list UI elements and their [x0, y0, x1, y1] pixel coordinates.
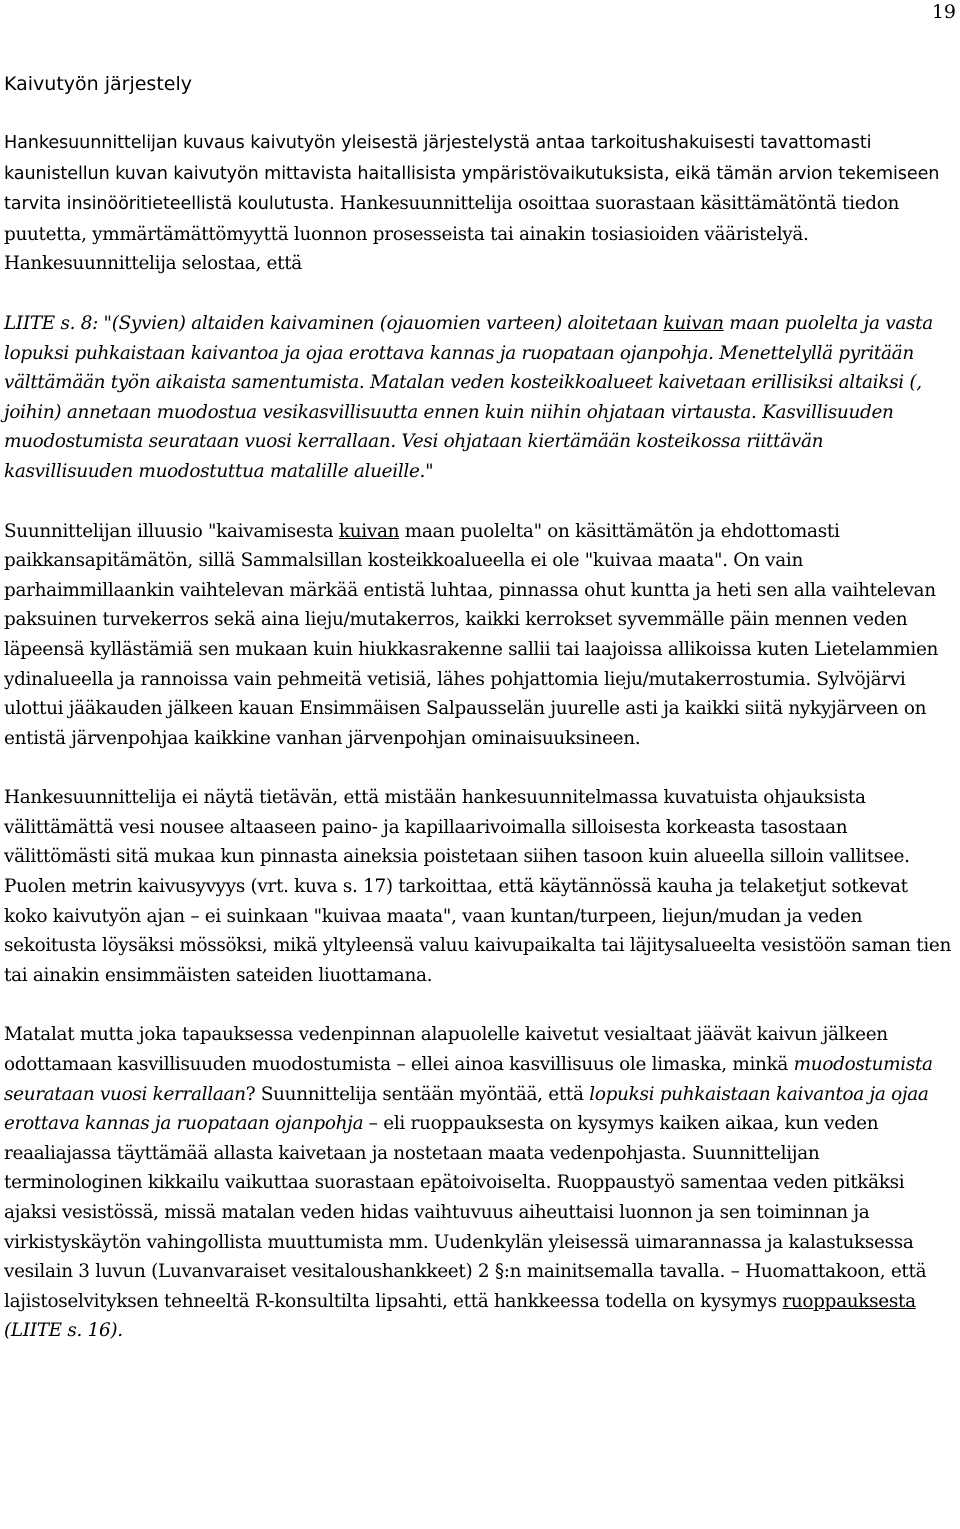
text-run: Hankesuunnittelija osoittaa suorastaan käsittämätöntä tiedon puutetta, ymmärtämättömyyttä luonnon prosesseista tai ainakin tosiasioiden vääristelyä. Hankesuunnittelija selostaa, että [4, 193, 900, 275]
text-run: maan puolelta ja vasta lopuksi puhkaistaan kaivantoa ja ojaa erottava kannas ja ruopataan ojanpohja. Menettelyllä pyritään välttämään työn aikaista samentumista. Matalan veden kosteikkoalueet kaivetaan erillisiksi altaiksi (, joihin) annetaan muodostua vesikasvillisuutta ennen kuin niihin ohjataan virtausta. Kasvillisuuden muodostumista seurataan vuosi kerrallaan. Vesi ohjataan kiertämään kosteikossa riittävän kasvillisuuden muodostuttua matalille alueille." [4, 312, 933, 482]
text-run: (LIITE s. 16). [4, 1320, 123, 1342]
text-run: – eli ruoppauksesta on kysymys kaiken aikaa, kun veden reaaliajassa täyttämää allasta kaivetaan ja nostetaan maata vedenpohjasta. Suunnittelijan terminologinen kikkailu vaikuttaa suorastaan epätoivoiselta. Ruoppaustyö samentaa veden pitkäksi ajaksi vesistössä, missä matalan veden hidas vaihtuvuus aiheuttaisi luonnon ja sen toiminnan ja virkistyskäytön vahingollista muuttumista mm. Uudenkylän yleisessä uimarannassa ja kalastuksessa vesilain 3 luvun (Luvanvaraiset vesitaloushankkeet) 2 §:n mainitsemalla tavalla. – Huomattakoon, että lajistoselvityksen tehneeltä R-konsultilta lipsahti, että hankkeessa todella on kysymys [4, 1113, 927, 1312]
text-run: ? Suunnittelija sentään myöntää, että [245, 1083, 590, 1105]
paragraph-quote [4, 309, 952, 487]
paragraph-intro [4, 128, 952, 279]
section-heading: Kaivutyön järjestely [4, 73, 192, 95]
page-number: 19 [931, 1, 956, 23]
text-run: kuivan [338, 520, 400, 542]
text-run: Hankesuunnittelija ei näytä tietävän, että mistään hankesuunnitelmassa kuvatuista ohjauksista välittämättä vesi nousee altaaseen paino- ja kapillaarivoimalla silloisesta korkeasta tasostaan välittömästi sitä mukaa kun pinnasta aineksia poistetaan siihen tasoon kuin alueella silloin vallitsee. Puolen metrin kaivusyvyys (vrt. kuva s. 17) tarkoittaa, että käytännössä kauha ja telaketjut sotkevat koko kaivutyön ajan – ei suinkaan "kuivaa maata", vaan kuntan/turpeen, liejun/mudan ja veden sekoitusta löysäksi mössöksi, mikä yltyleensä valuu kaivupaikalta tai läjitysalueelta vesistöön saman tien tai ainakin ensimmäisten sateiden liuottamana. [4, 787, 952, 986]
text-run: maan puolelta" on käsittämätön ja ehdottomasti paikkansapitämätön, sillä Sammalsillan kosteikkoalueella ei ole "kuivaa maata". On vain parhaimmillaankin vaihtelevan märkää entistä luhtaa, pinnassa ohut kuntta ja heti sen alla vaihtelevan paksuinen turvekerros sekä aina lieju/mutakerros, kaikki kerrokset syvemmälle päin mennen veden läpeensä kyllästämiä sen mukaan kuin hiukkasrakenne sallii tai laajoissa allikoissa kuten Lietelammien ydinalueella ja rannoissa vain pehmeitä vetisiä, lähes pohjattomia lieju/mutakerrostumia. Sylvöjärvi ulottui jääkauden jälkeen kauan Ensimmäisen Salpausselän juurelle asti ja kaikki siitä nykyjärveen on entistä järvenpohjaa kaikkine vanhan järvenpohjan ominaisuuksineen. [4, 520, 939, 749]
text-run: Hankesuunnittelijan kuvaus kaivutyön yleisestä järjestelystä antaa tarkoitushakuisesti tavattomasti kaunistellun kuvan kaivutyön mittavista haitallisista ympäristövaikutuksista, eikä tämän arvion tekemiseen tarvita insinööritieteellistä koulutusta. [4, 133, 940, 215]
text-run: kuivan [663, 312, 724, 334]
text-run: muodostumista seurataan vuosi kerrallaan [4, 1054, 933, 1105]
document-body [4, 128, 952, 1376]
text-run: Suunnittelijan illuusio "kaivamisesta [4, 520, 339, 542]
paragraph-shallow [4, 1020, 952, 1346]
paragraph-water [4, 783, 952, 990]
text-run: lopuksi puhkaistaan kaivantoa ja ojaa erottava kannas ja ruopataan ojanpohja [4, 1083, 929, 1135]
text-run: LIITE s. 8: "(Syvien) altaiden kaivaminen (ojauomien varteen) aloitetaan [4, 312, 664, 334]
paragraph-illusion [4, 517, 952, 754]
text-run: ruoppauksesta [782, 1290, 916, 1312]
text-run: Matalat mutta joka tapauksessa vedenpinnan alapuolelle kaivetut vesialtaat jäävät kaivun jälkeen odottamaan kasvillisuuden muodostumista – ellei ainoa kasvillisuus ole limaska, minkä [4, 1024, 888, 1076]
